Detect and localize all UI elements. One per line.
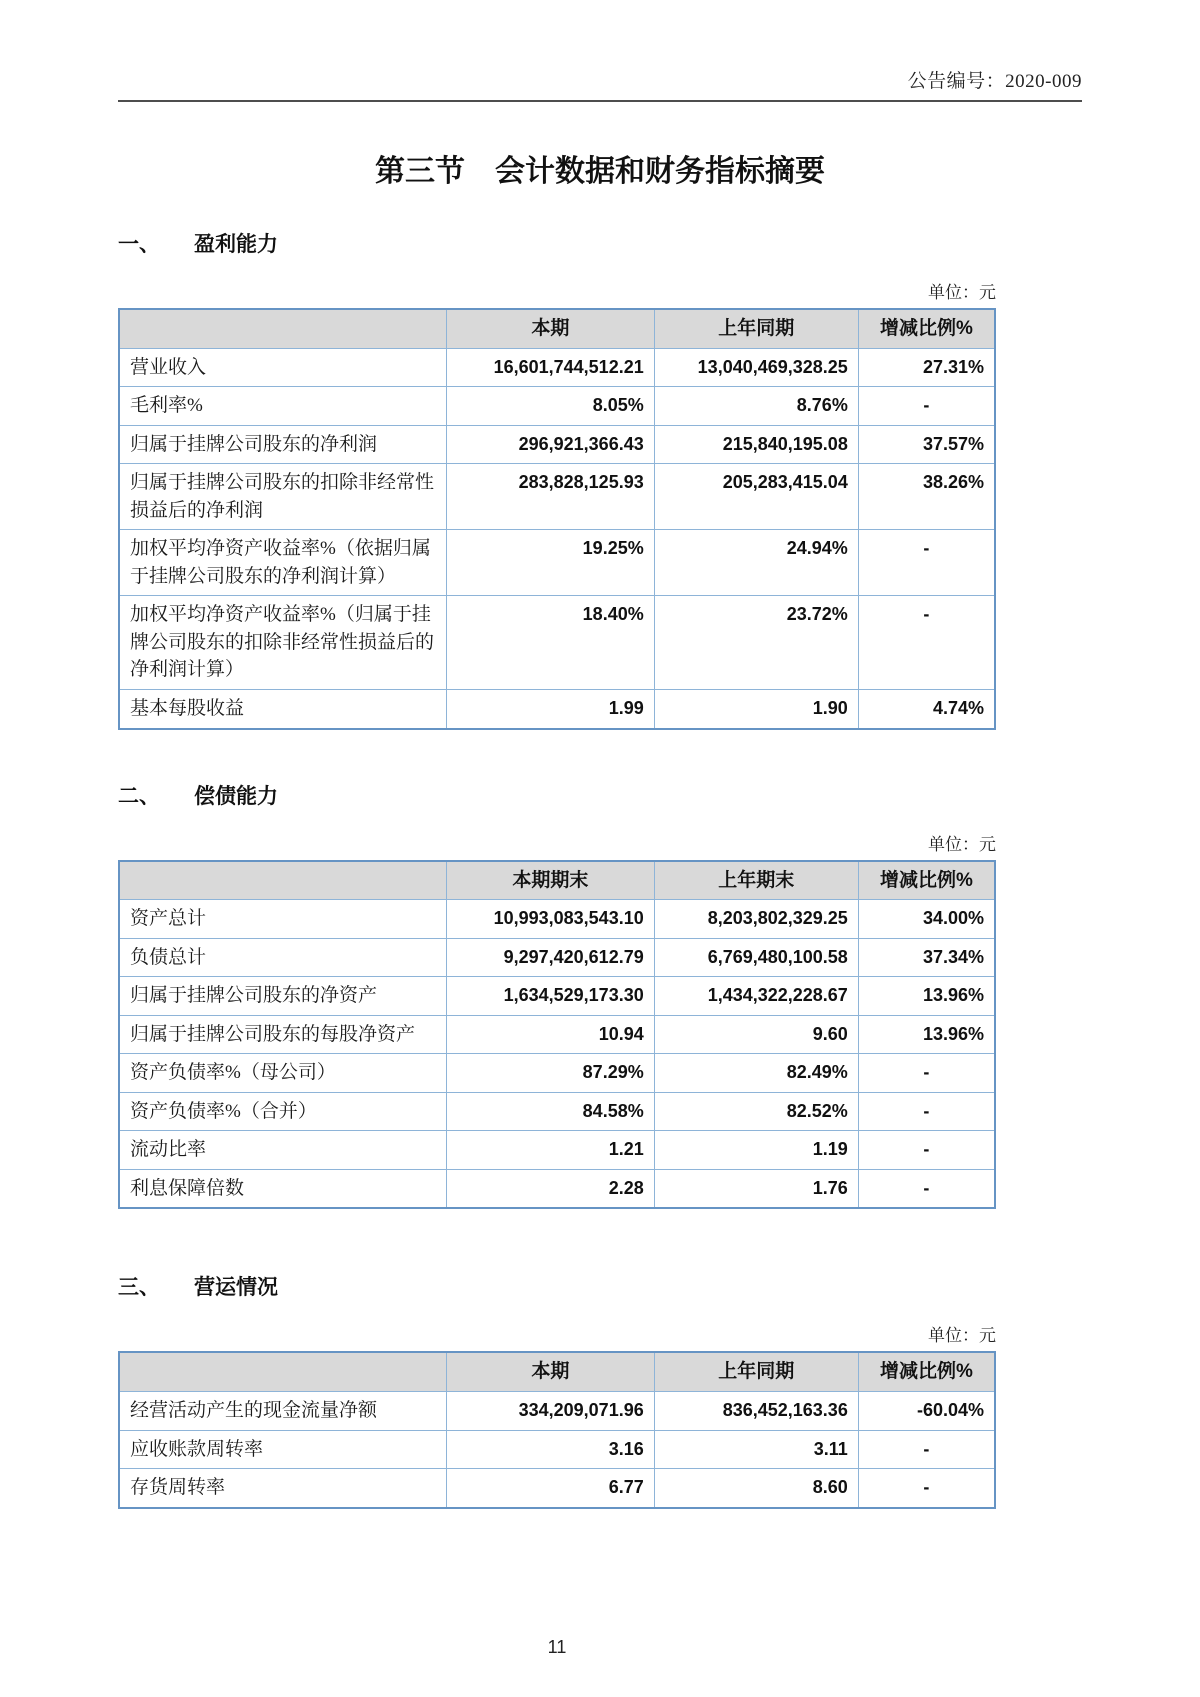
value-cell: - <box>858 1430 995 1469</box>
table-row <box>119 387 995 426</box>
table-row <box>119 900 995 939</box>
value-cell: 16,601,744,512.21 <box>447 348 655 387</box>
value-cell: 8.60 <box>654 1469 858 1508</box>
table-header-row <box>119 309 995 348</box>
table-row <box>119 1131 995 1170</box>
value-cell: 27.31% <box>858 348 995 387</box>
value-cell: - <box>858 1131 995 1170</box>
row-label-cell: 归属于挂牌公司股东的扣除非经常性损益后的净利润 <box>119 464 447 530</box>
column-header: 本期 <box>447 1352 655 1391</box>
value-cell: 334,209,071.96 <box>447 1392 655 1431</box>
value-cell: - <box>858 1054 995 1093</box>
value-cell: 37.34% <box>858 938 995 977</box>
page-number: 11 <box>547 1636 567 1657</box>
value-cell: 1.21 <box>447 1131 655 1170</box>
value-cell: 87.29% <box>447 1054 655 1093</box>
value-cell: 3.11 <box>654 1430 858 1469</box>
profitability-table <box>118 308 996 730</box>
row-label-cell: 加权平均净资产收益率%（依据归属于挂牌公司股东的净利润计算） <box>119 530 447 596</box>
page-header <box>118 66 1082 102</box>
solvency-table <box>118 860 996 1210</box>
section-number: 一、 <box>118 233 160 256</box>
section-number: 二、 <box>118 784 160 808</box>
value-cell: 8,203,802,329.25 <box>654 900 858 939</box>
row-label-cell: 营业收入 <box>119 348 447 387</box>
value-cell: 34.00% <box>858 900 995 939</box>
row-label-cell: 归属于挂牌公司股东的净资产 <box>119 977 447 1016</box>
row-label-cell: 流动比率 <box>119 1131 447 1170</box>
table-row <box>119 977 995 1016</box>
value-cell: 19.25% <box>447 530 655 596</box>
value-cell: 82.49% <box>654 1054 858 1093</box>
value-cell: 4.74% <box>858 690 995 729</box>
value-cell: 9,297,420,612.79 <box>447 938 655 977</box>
document-content <box>118 228 996 1658</box>
row-label-cell: 资产负债率%（母公司） <box>119 1054 447 1093</box>
table-header-row <box>119 1352 995 1391</box>
unit-label: 单位：元 <box>928 1326 996 1346</box>
column-header: 上年同期 <box>654 1352 858 1391</box>
table-header-row <box>119 861 995 900</box>
table-row <box>119 425 995 464</box>
table-row <box>119 1430 995 1469</box>
value-cell: 38.26% <box>858 464 995 530</box>
value-cell: 24.94% <box>654 530 858 596</box>
column-header <box>119 1352 447 1391</box>
column-header: 增减比例% <box>858 1352 995 1391</box>
table-row <box>119 1469 995 1508</box>
row-label-cell: 归属于挂牌公司股东的每股净资产 <box>119 1015 447 1054</box>
row-label-cell: 负债总计 <box>119 938 447 977</box>
table-row <box>119 348 995 387</box>
value-cell: -60.04% <box>858 1392 995 1431</box>
column-header: 上年同期 <box>654 309 858 348</box>
row-label-cell: 归属于挂牌公司股东的净利润 <box>119 425 447 464</box>
value-cell: 1.90 <box>654 690 858 729</box>
table-row <box>119 596 995 690</box>
value-cell: - <box>858 387 995 426</box>
value-cell: 10,993,083,543.10 <box>447 900 655 939</box>
table-row <box>119 1015 995 1054</box>
value-cell: 6,769,480,100.58 <box>654 938 858 977</box>
column-header <box>119 861 447 900</box>
value-cell: 205,283,415.04 <box>654 464 858 530</box>
value-cell: 13.96% <box>858 1015 995 1054</box>
value-cell: 296,921,366.43 <box>447 425 655 464</box>
table-row <box>119 1169 995 1208</box>
value-cell: 10.94 <box>447 1015 655 1054</box>
row-label-cell: 资产负债率%（合并） <box>119 1092 447 1131</box>
value-cell: 37.57% <box>858 425 995 464</box>
column-header: 增减比例% <box>858 309 995 348</box>
row-label-cell: 应收账款周转率 <box>119 1430 447 1469</box>
section-operations <box>118 1271 996 1508</box>
value-cell: 1.76 <box>654 1169 858 1208</box>
section-number: 三、 <box>118 1276 160 1300</box>
value-cell: 1.19 <box>654 1131 858 1170</box>
page-title: 第三节 会计数据和财务指标摘要 <box>375 155 825 188</box>
section-heading <box>118 228 996 258</box>
header-rule <box>118 100 1082 102</box>
table-row <box>119 1092 995 1131</box>
value-cell: 6.77 <box>447 1469 655 1508</box>
value-cell: 9.60 <box>654 1015 858 1054</box>
section-title: 营运情况 <box>194 1276 278 1300</box>
section-profitability <box>118 228 996 730</box>
section-heading <box>118 1271 996 1301</box>
section-heading <box>118 780 996 810</box>
row-label-cell: 资产总计 <box>119 900 447 939</box>
value-cell: - <box>858 1092 995 1131</box>
column-header: 上年期末 <box>654 861 858 900</box>
unit-label: 单位：元 <box>928 834 996 854</box>
section-title: 偿债能力 <box>194 784 278 808</box>
value-cell: 1,634,529,173.30 <box>447 977 655 1016</box>
value-cell: 18.40% <box>447 596 655 690</box>
unit-label: 单位：元 <box>928 283 996 302</box>
value-cell: 3.16 <box>447 1430 655 1469</box>
value-cell: 82.52% <box>654 1092 858 1131</box>
column-header: 增减比例% <box>858 861 995 900</box>
value-cell: 13,040,469,328.25 <box>654 348 858 387</box>
value-cell: 84.58% <box>447 1092 655 1131</box>
value-cell: 283,828,125.93 <box>447 464 655 530</box>
table-row <box>119 1054 995 1093</box>
value-cell: 23.72% <box>654 596 858 690</box>
operations-table <box>118 1351 996 1508</box>
value-cell: - <box>858 1469 995 1508</box>
value-cell: - <box>858 1169 995 1208</box>
table-row <box>119 1392 995 1431</box>
value-cell: 2.28 <box>447 1169 655 1208</box>
value-cell: 215,840,195.08 <box>654 425 858 464</box>
value-cell: 13.96% <box>858 977 995 1016</box>
row-label-cell: 利息保障倍数 <box>119 1169 447 1208</box>
table-row <box>119 464 995 530</box>
announcement-number: 公告编号：2020-009 <box>907 71 1082 92</box>
value-cell: - <box>858 596 995 690</box>
column-header <box>119 309 447 348</box>
value-cell: - <box>858 530 995 596</box>
value-cell: 8.05% <box>447 387 655 426</box>
row-label-cell: 基本每股收益 <box>119 690 447 729</box>
section-title: 盈利能力 <box>194 233 278 256</box>
value-cell: 836,452,163.36 <box>654 1392 858 1431</box>
section-solvency <box>118 780 996 1210</box>
table-row <box>119 938 995 977</box>
column-header: 本期 <box>447 309 655 348</box>
value-cell: 1,434,322,228.67 <box>654 977 858 1016</box>
value-cell: 1.99 <box>447 690 655 729</box>
value-cell: 8.76% <box>654 387 858 426</box>
table-row <box>119 690 995 729</box>
table-row <box>119 530 995 596</box>
row-label-cell: 经营活动产生的现金流量净额 <box>119 1392 447 1431</box>
row-label-cell: 存货周转率 <box>119 1469 447 1508</box>
column-header: 本期期末 <box>447 861 655 900</box>
row-label-cell: 加权平均净资产收益率%（归属于挂牌公司股东的扣除非经常性损益后的净利润计算） <box>119 596 447 690</box>
row-label-cell: 毛利率% <box>119 387 447 426</box>
